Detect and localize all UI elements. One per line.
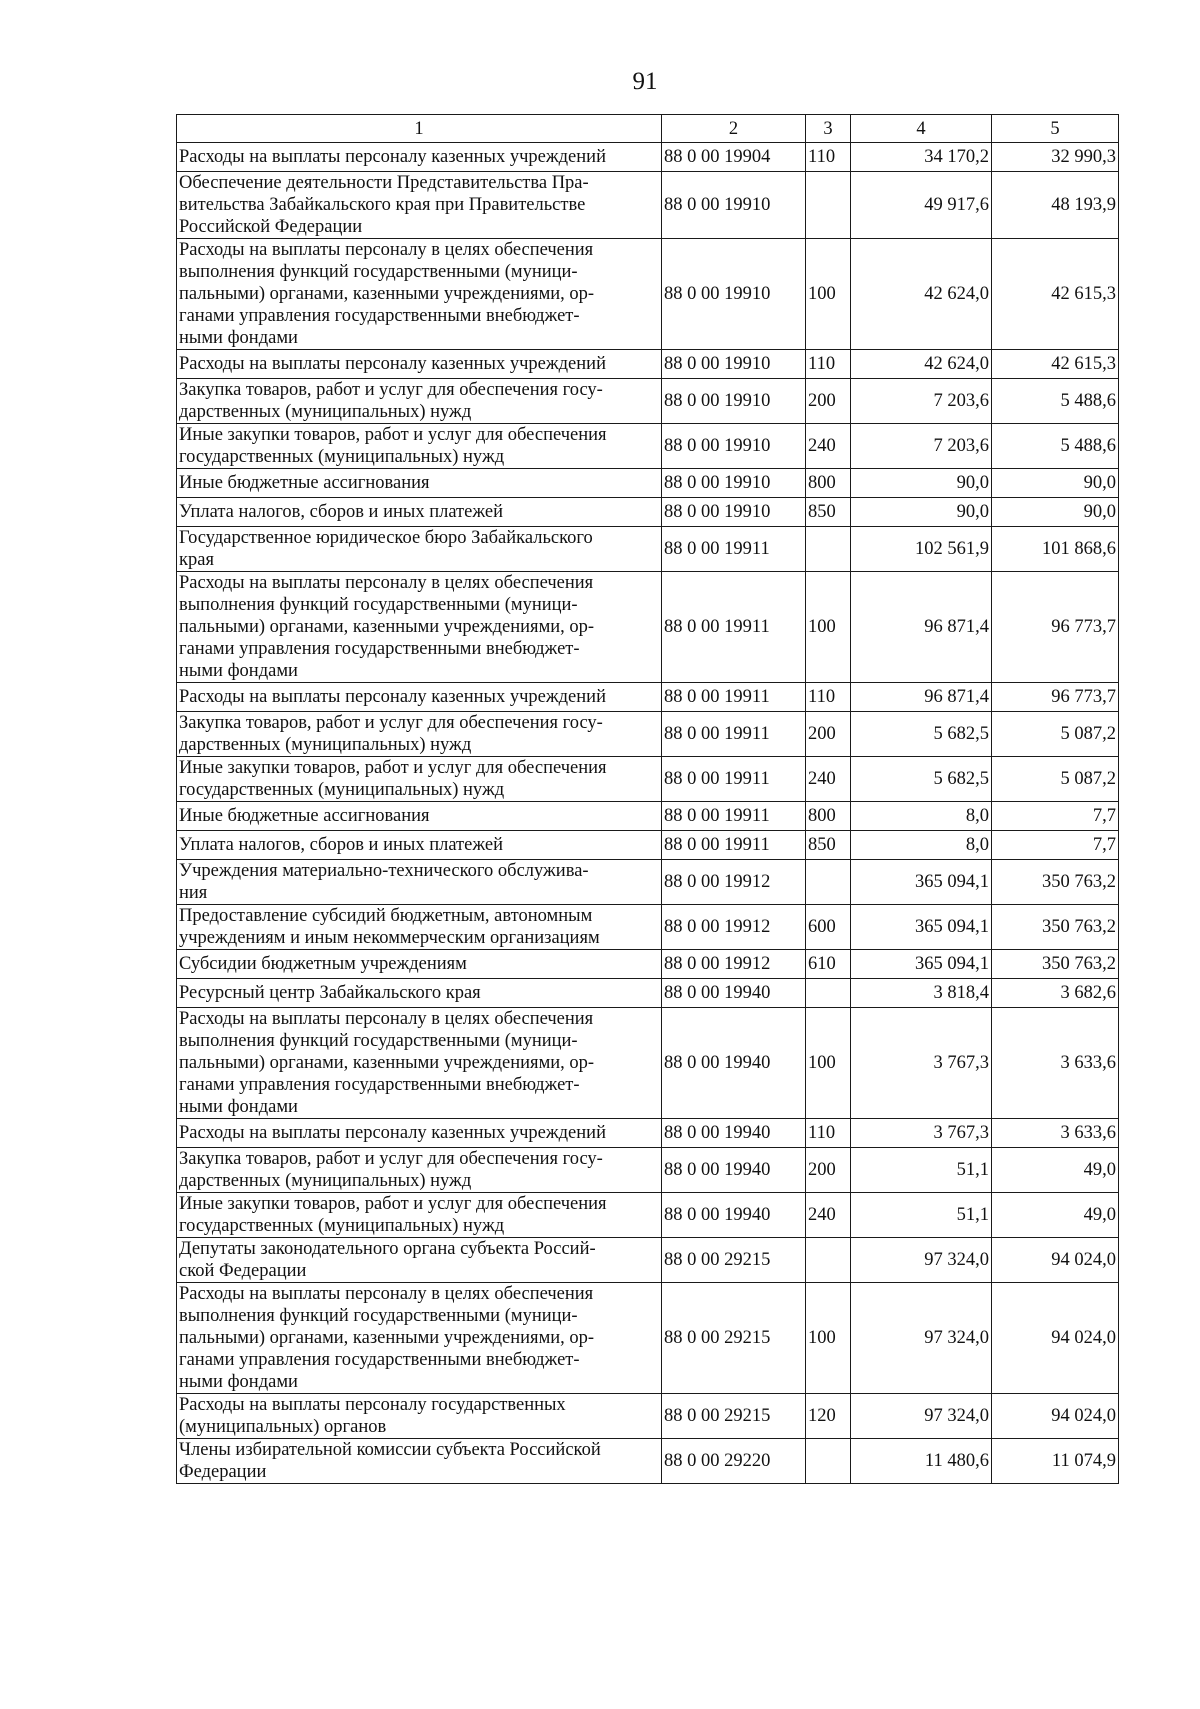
target-article-code: 88 0 00 19904	[662, 143, 806, 172]
amount-col-4: 365 094,1	[851, 950, 992, 979]
description-line: Иные закупки товаров, работ и услуг для обеспечения	[179, 425, 607, 445]
description-line: Иные бюджетные ассигнования	[179, 806, 430, 826]
description-line: ными фондами	[179, 1097, 298, 1117]
table-row	[177, 424, 1119, 469]
amount-col-4: 49 917,6	[851, 172, 992, 239]
expense-type-code	[806, 1238, 851, 1283]
budget-table	[176, 114, 1119, 1484]
expense-type-code	[806, 979, 851, 1008]
description-line: Уплата налогов, сборов и иных платежей	[179, 835, 504, 855]
table-row	[177, 905, 1119, 950]
expense-type-code: 240	[806, 1193, 851, 1238]
amount-col-5: 94 024,0	[992, 1238, 1119, 1283]
description-line: Закупка товаров, работ и услуг для обеспечения госу-	[179, 1149, 603, 1169]
description-line: выполнения функций государственными (муници-	[179, 1031, 578, 1051]
table-row	[177, 831, 1119, 860]
amount-col-4: 42 624,0	[851, 239, 992, 350]
target-article-code: 88 0 00 19910	[662, 424, 806, 469]
target-article-code: 88 0 00 19912	[662, 860, 806, 905]
header-row	[177, 115, 1119, 143]
amount-col-4: 365 094,1	[851, 905, 992, 950]
amount-col-5: 5 488,6	[992, 379, 1119, 424]
item-description	[177, 712, 662, 757]
table-row	[177, 527, 1119, 572]
description-line: Иные закупки товаров, работ и услуг для обеспечения	[179, 1194, 607, 1214]
header-col-2: 2	[662, 115, 806, 143]
item-description	[177, 172, 662, 239]
amount-col-4: 3 767,3	[851, 1119, 992, 1148]
amount-col-4: 7 203,6	[851, 379, 992, 424]
item-description	[177, 683, 662, 712]
item-description	[177, 757, 662, 802]
amount-col-5: 94 024,0	[992, 1394, 1119, 1439]
expense-type-code: 110	[806, 350, 851, 379]
table-row	[177, 1439, 1119, 1484]
amount-col-5: 94 024,0	[992, 1283, 1119, 1394]
item-description	[177, 527, 662, 572]
description-line: пальными) органами, казенными учреждениями, ор-	[179, 1328, 595, 1348]
page-number: 91	[632, 68, 658, 95]
amount-col-5: 96 773,7	[992, 683, 1119, 712]
target-article-code: 88 0 00 19910	[662, 379, 806, 424]
target-article-code: 88 0 00 29215	[662, 1394, 806, 1439]
description-line: учреждениям и иным некоммерческим организациям	[179, 928, 600, 948]
table-row	[177, 1283, 1119, 1394]
expense-type-code: 100	[806, 1283, 851, 1394]
header-col-4: 4	[851, 115, 992, 143]
amount-col-5: 350 763,2	[992, 905, 1119, 950]
item-description	[177, 1283, 662, 1394]
amount-col-5: 350 763,2	[992, 950, 1119, 979]
target-article-code: 88 0 00 19912	[662, 905, 806, 950]
description-line: Государственное юридическое бюро Забайкальского	[179, 528, 593, 548]
table-row	[177, 1394, 1119, 1439]
item-description	[177, 350, 662, 379]
description-line: Расходы на выплаты персоналу в целях обеспечения	[179, 1009, 594, 1029]
description-line: пальными) органами, казенными учреждениями, ор-	[179, 1053, 595, 1073]
description-line: государственных (муниципальных) нужд	[179, 1216, 505, 1236]
description-line: Расходы на выплаты персоналу казенных учреждений	[179, 1123, 606, 1143]
amount-col-5: 42 615,3	[992, 239, 1119, 350]
table-row	[177, 498, 1119, 527]
expense-type-code: 610	[806, 950, 851, 979]
description-line: Члены избирательной комиссии субъекта Российской	[179, 1440, 601, 1460]
amount-col-5: 5 087,2	[992, 757, 1119, 802]
amount-col-5: 90,0	[992, 469, 1119, 498]
expense-type-code	[806, 172, 851, 239]
amount-col-5: 96 773,7	[992, 572, 1119, 683]
amount-col-4: 51,1	[851, 1193, 992, 1238]
expense-type-code: 240	[806, 757, 851, 802]
table-row	[177, 572, 1119, 683]
item-description	[177, 905, 662, 950]
table-row	[177, 683, 1119, 712]
description-line: Субсидии бюджетным учреждениям	[179, 954, 467, 974]
description-line: Расходы на выплаты персоналу в целях обеспечения	[179, 240, 594, 260]
item-description	[177, 379, 662, 424]
amount-col-5: 3 633,6	[992, 1119, 1119, 1148]
target-article-code: 88 0 00 19940	[662, 1148, 806, 1193]
expense-type-code: 850	[806, 498, 851, 527]
expense-type-code: 100	[806, 1008, 851, 1119]
item-description	[177, 860, 662, 905]
header-col-3: 3	[806, 115, 851, 143]
description-line: Депутаты законодательного органа субъекта Россий-	[179, 1239, 596, 1259]
description-line: Российской Федерации	[179, 217, 363, 237]
amount-col-4: 5 682,5	[851, 757, 992, 802]
amount-col-4: 96 871,4	[851, 572, 992, 683]
target-article-code: 88 0 00 29215	[662, 1238, 806, 1283]
description-line: пальными) органами, казенными учреждениями, ор-	[179, 284, 595, 304]
amount-col-4: 96 871,4	[851, 683, 992, 712]
amount-col-4: 51,1	[851, 1148, 992, 1193]
table-row	[177, 979, 1119, 1008]
description-line: Расходы на выплаты персоналу казенных учреждений	[179, 147, 606, 167]
expense-type-code: 100	[806, 572, 851, 683]
expense-type-code: 800	[806, 802, 851, 831]
expense-type-code: 110	[806, 683, 851, 712]
amount-col-4: 102 561,9	[851, 527, 992, 572]
target-article-code: 88 0 00 19911	[662, 712, 806, 757]
description-line: ния	[179, 883, 208, 903]
amount-col-5: 42 615,3	[992, 350, 1119, 379]
amount-col-4: 5 682,5	[851, 712, 992, 757]
header-col-5: 5	[992, 115, 1119, 143]
target-article-code: 88 0 00 19911	[662, 683, 806, 712]
header-col-1: 1	[177, 115, 662, 143]
amount-col-5: 90,0	[992, 498, 1119, 527]
amount-col-4: 97 324,0	[851, 1283, 992, 1394]
item-description	[177, 802, 662, 831]
amount-col-4: 11 480,6	[851, 1439, 992, 1484]
amount-col-5: 3 682,6	[992, 979, 1119, 1008]
table-row	[177, 950, 1119, 979]
target-article-code: 88 0 00 19910	[662, 172, 806, 239]
amount-col-5: 7,7	[992, 831, 1119, 860]
description-line: ными фондами	[179, 661, 298, 681]
amount-col-5: 3 633,6	[992, 1008, 1119, 1119]
amount-col-4: 365 094,1	[851, 860, 992, 905]
table-row	[177, 712, 1119, 757]
description-line: Закупка товаров, работ и услуг для обеспечения госу-	[179, 380, 603, 400]
table-header	[177, 115, 1119, 143]
expense-type-code: 200	[806, 379, 851, 424]
item-description	[177, 239, 662, 350]
target-article-code: 88 0 00 19940	[662, 1008, 806, 1119]
amount-col-5: 350 763,2	[992, 860, 1119, 905]
expense-type-code: 200	[806, 712, 851, 757]
item-description	[177, 979, 662, 1008]
description-line: ганами управления государственными внебюджет-	[179, 1350, 580, 1370]
item-description	[177, 572, 662, 683]
item-description	[177, 1193, 662, 1238]
amount-col-4: 90,0	[851, 498, 992, 527]
amount-col-4: 97 324,0	[851, 1238, 992, 1283]
description-line: выполнения функций государственными (муници-	[179, 1306, 578, 1326]
description-line: Предоставление субсидий бюджетным, автономным	[179, 906, 593, 926]
description-line: ными фондами	[179, 328, 298, 348]
description-line: государственных (муниципальных) нужд	[179, 780, 505, 800]
item-description	[177, 1119, 662, 1148]
description-line: Ресурсный центр Забайкальского края	[179, 983, 481, 1003]
amount-col-5: 48 193,9	[992, 172, 1119, 239]
description-line: Расходы на выплаты персоналу казенных учреждений	[179, 354, 606, 374]
description-line: Иные бюджетные ассигнования	[179, 473, 430, 493]
amount-col-5: 5 087,2	[992, 712, 1119, 757]
description-line: Закупка товаров, работ и услуг для обеспечения госу-	[179, 713, 603, 733]
description-line: государственных (муниципальных) нужд	[179, 447, 505, 467]
amount-col-4: 34 170,2	[851, 143, 992, 172]
table-row	[177, 469, 1119, 498]
expense-type-code: 100	[806, 239, 851, 350]
expense-type-code	[806, 860, 851, 905]
target-article-code: 88 0 00 19940	[662, 1193, 806, 1238]
item-description	[177, 143, 662, 172]
description-line: выполнения функций государственными (муници-	[179, 595, 578, 615]
target-article-code: 88 0 00 19912	[662, 950, 806, 979]
target-article-code: 88 0 00 19910	[662, 469, 806, 498]
table-row	[177, 1148, 1119, 1193]
table-row	[177, 379, 1119, 424]
table-row	[177, 1238, 1119, 1283]
amount-col-4: 90,0	[851, 469, 992, 498]
table-row	[177, 350, 1119, 379]
description-line: ганами управления государственными внебюджет-	[179, 639, 580, 659]
expense-type-code: 240	[806, 424, 851, 469]
amount-col-4: 42 624,0	[851, 350, 992, 379]
amount-col-5: 101 868,6	[992, 527, 1119, 572]
description-line: Иные закупки товаров, работ и услуг для обеспечения	[179, 758, 607, 778]
description-line: выполнения функций государственными (муници-	[179, 262, 578, 282]
description-line: дарственных (муниципальных) нужд	[179, 735, 472, 755]
expense-type-code: 120	[806, 1394, 851, 1439]
amount-col-4: 7 203,6	[851, 424, 992, 469]
target-article-code: 88 0 00 29220	[662, 1439, 806, 1484]
description-line: ными фондами	[179, 1372, 298, 1392]
description-line: ганами управления государственными внебюджет-	[179, 306, 580, 326]
amount-col-4: 8,0	[851, 802, 992, 831]
item-description	[177, 1238, 662, 1283]
item-description	[177, 1394, 662, 1439]
amount-col-5: 32 990,3	[992, 143, 1119, 172]
target-article-code: 88 0 00 19910	[662, 350, 806, 379]
target-article-code: 88 0 00 19910	[662, 239, 806, 350]
amount-col-4: 8,0	[851, 831, 992, 860]
item-description	[177, 469, 662, 498]
table-row	[177, 239, 1119, 350]
amount-col-5: 7,7	[992, 802, 1119, 831]
target-article-code: 88 0 00 19911	[662, 572, 806, 683]
amount-col-4: 3 767,3	[851, 1008, 992, 1119]
table-row	[177, 143, 1119, 172]
description-line: дарственных (муниципальных) нужд	[179, 1171, 472, 1191]
table-row	[177, 1193, 1119, 1238]
table-row	[177, 1008, 1119, 1119]
amount-col-5: 11 074,9	[992, 1439, 1119, 1484]
description-line: ганами управления государственными внебюджет-	[179, 1075, 580, 1095]
amount-col-5: 5 488,6	[992, 424, 1119, 469]
expense-type-code: 800	[806, 469, 851, 498]
item-description	[177, 831, 662, 860]
table-row	[177, 757, 1119, 802]
description-line: вительства Забайкальского края при Правительстве	[179, 195, 586, 215]
expense-type-code: 110	[806, 1119, 851, 1148]
expense-type-code	[806, 527, 851, 572]
table-row	[177, 1119, 1119, 1148]
description-line: пальными) органами, казенными учреждениями, ор-	[179, 617, 595, 637]
description-line: (муниципальных) органов	[179, 1417, 387, 1437]
description-line: ской Федерации	[179, 1261, 307, 1281]
description-line: Федерации	[179, 1462, 267, 1482]
target-article-code: 88 0 00 19910	[662, 498, 806, 527]
amount-col-5: 49,0	[992, 1148, 1119, 1193]
target-article-code: 88 0 00 19940	[662, 979, 806, 1008]
description-line: дарственных (муниципальных) нужд	[179, 402, 472, 422]
expense-type-code: 110	[806, 143, 851, 172]
expense-type-code	[806, 1439, 851, 1484]
amount-col-4: 3 818,4	[851, 979, 992, 1008]
expense-type-code: 200	[806, 1148, 851, 1193]
description-line: Расходы на выплаты персоналу государственных	[179, 1395, 566, 1415]
description-line: Обеспечение деятельности Представительства Пра-	[179, 173, 589, 193]
target-article-code: 88 0 00 19911	[662, 527, 806, 572]
item-description	[177, 950, 662, 979]
expense-type-code: 850	[806, 831, 851, 860]
item-description	[177, 1008, 662, 1119]
target-article-code: 88 0 00 19911	[662, 802, 806, 831]
target-article-code: 88 0 00 19911	[662, 757, 806, 802]
table-row	[177, 172, 1119, 239]
description-line: края	[179, 550, 214, 570]
description-line: Уплата налогов, сборов и иных платежей	[179, 502, 504, 522]
table-row	[177, 860, 1119, 905]
target-article-code: 88 0 00 19940	[662, 1119, 806, 1148]
item-description	[177, 498, 662, 527]
expense-type-code: 600	[806, 905, 851, 950]
amount-col-5: 49,0	[992, 1193, 1119, 1238]
amount-col-4: 97 324,0	[851, 1394, 992, 1439]
description-line: Расходы на выплаты персоналу в целях обеспечения	[179, 573, 594, 593]
table-body	[177, 143, 1119, 1484]
target-article-code: 88 0 00 29215	[662, 1283, 806, 1394]
description-line: Расходы на выплаты персоналу казенных учреждений	[179, 687, 606, 707]
description-line: Учреждения материально-технического обслужива-	[179, 861, 589, 881]
target-article-code: 88 0 00 19911	[662, 831, 806, 860]
table-row	[177, 802, 1119, 831]
item-description	[177, 1439, 662, 1484]
item-description	[177, 1148, 662, 1193]
description-line: Расходы на выплаты персоналу в целях обеспечения	[179, 1284, 594, 1304]
item-description	[177, 424, 662, 469]
